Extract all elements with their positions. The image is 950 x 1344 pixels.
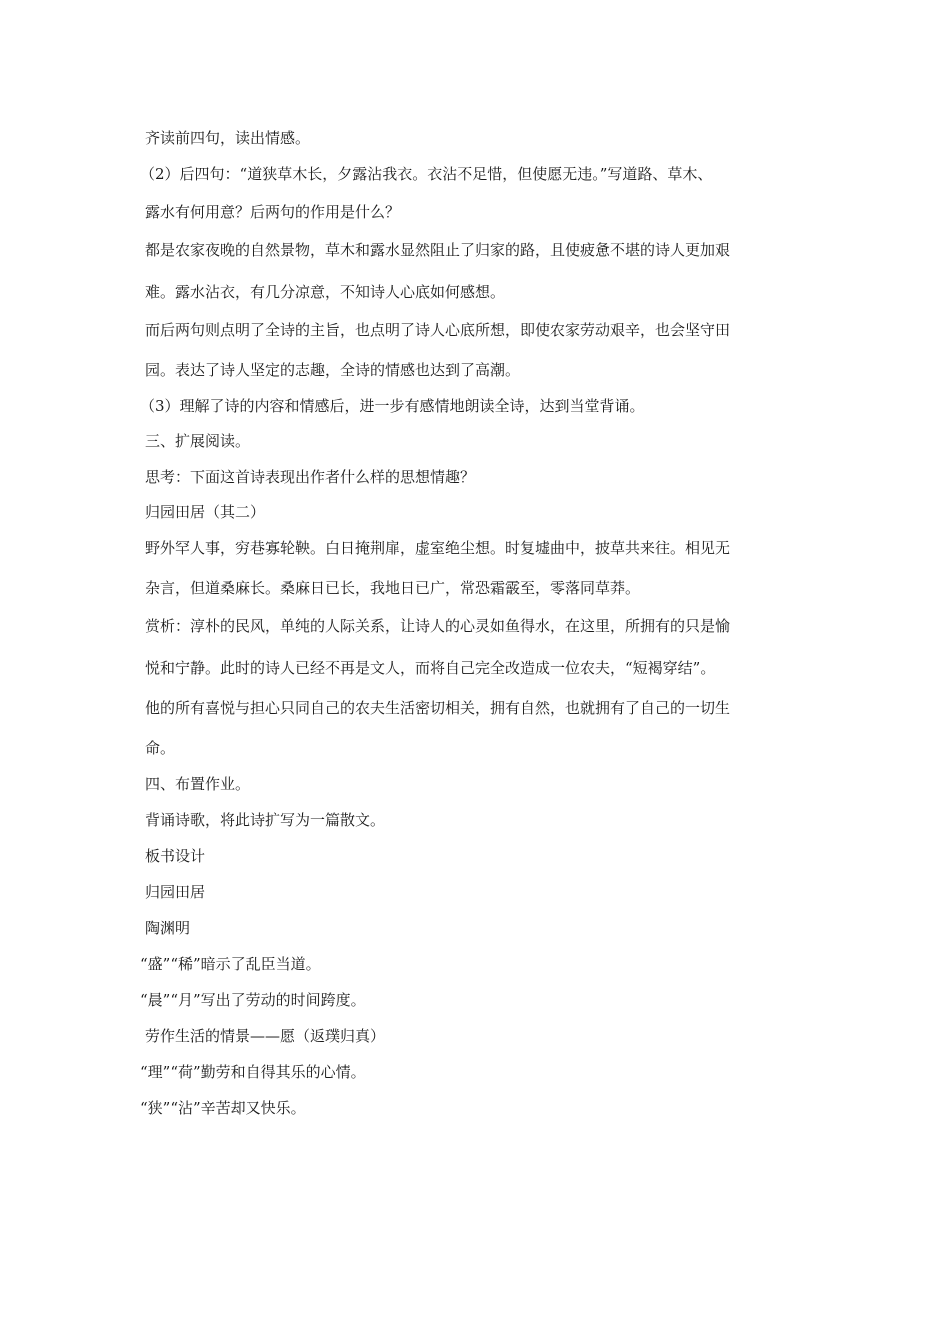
text-line: 陶渊明 (145, 919, 191, 937)
section-heading: 四、布置作业。 (145, 775, 251, 793)
text-line: 齐读前四句，读出情感。 (145, 129, 311, 147)
text-line: 背诵诗歌，将此诗扩写为一篇散文。 (145, 811, 386, 829)
text-line: 劳作生活的情景——愿（返璞归真） (145, 1027, 386, 1045)
text-line: 赏析：淳朴的民风，单纯的人际关系，让诗人的心灵如鱼得水，在这里，所拥有的只是愉 (145, 617, 731, 635)
text-line: 思考：下面这首诗表现出作者什么样的思想情趣？ (145, 468, 476, 486)
text-line: 而后两句则点明了全诗的主旨，也点明了诗人心底所想，即使农家劳动艰辛，也会坚守田 (145, 321, 731, 339)
text-line: “狭”“沾”辛苦却又快乐。 (140, 1099, 306, 1117)
text-line: “盛”“稀”暗示了乱臣当道。 (140, 955, 321, 973)
text-line: 命。 (145, 739, 176, 757)
text-line: 悦和宁静。此时的诗人已经不再是文人，而将自己完全改造成一位农夫，“短褐穿结”。 (145, 659, 716, 677)
text-line: 难。露水沾衣，有几分凉意，不知诗人心底如何感想。 (145, 283, 506, 301)
text-line: 他的所有喜悦与担心只同自己的农夫生活密切相关，拥有自然，也就拥有了自己的一切生 (145, 699, 731, 717)
poem-title: 归园田居（其二） (145, 503, 266, 521)
text-line: “晨”“月”写出了劳动的时间跨度。 (140, 991, 366, 1009)
text-line: 园。表达了诗人坚定的志趣，全诗的情感也达到了高潮。 (145, 361, 521, 379)
text-line: 杂言，但道桑麻长。桑麻日已长，我地日已广，常恐霜霰至，零落同草莽。 (145, 579, 641, 597)
text-line: “理”“荷”勤劳和自得其乐的心情。 (140, 1063, 366, 1081)
text-line: 野外罕人事，穷巷寡轮鞅。白日掩荆扉，虚室绝尘想。时复墟曲中，披草共来往。相见无 (145, 539, 731, 557)
section-heading: 三、扩展阅读。 (145, 432, 251, 450)
text-line: 归园田居 (145, 883, 206, 901)
text-line: 露水有何用意？后两句的作用是什么？ (145, 203, 401, 221)
text-line: （2）后四句：“道狭草木长，夕露沾我衣。衣沾不足惜，但使愿无违。”写道路、草木、 (140, 165, 713, 183)
text-line: 都是农家夜晚的自然景物，草木和露水显然阻止了归家的路，且使疲惫不堪的诗人更加艰 (145, 241, 731, 259)
text-line: 板书设计 (145, 847, 206, 865)
text-line: （3）理解了诗的内容和情感后，进一步有感情地朗读全诗，达到当堂背诵。 (140, 397, 645, 415)
